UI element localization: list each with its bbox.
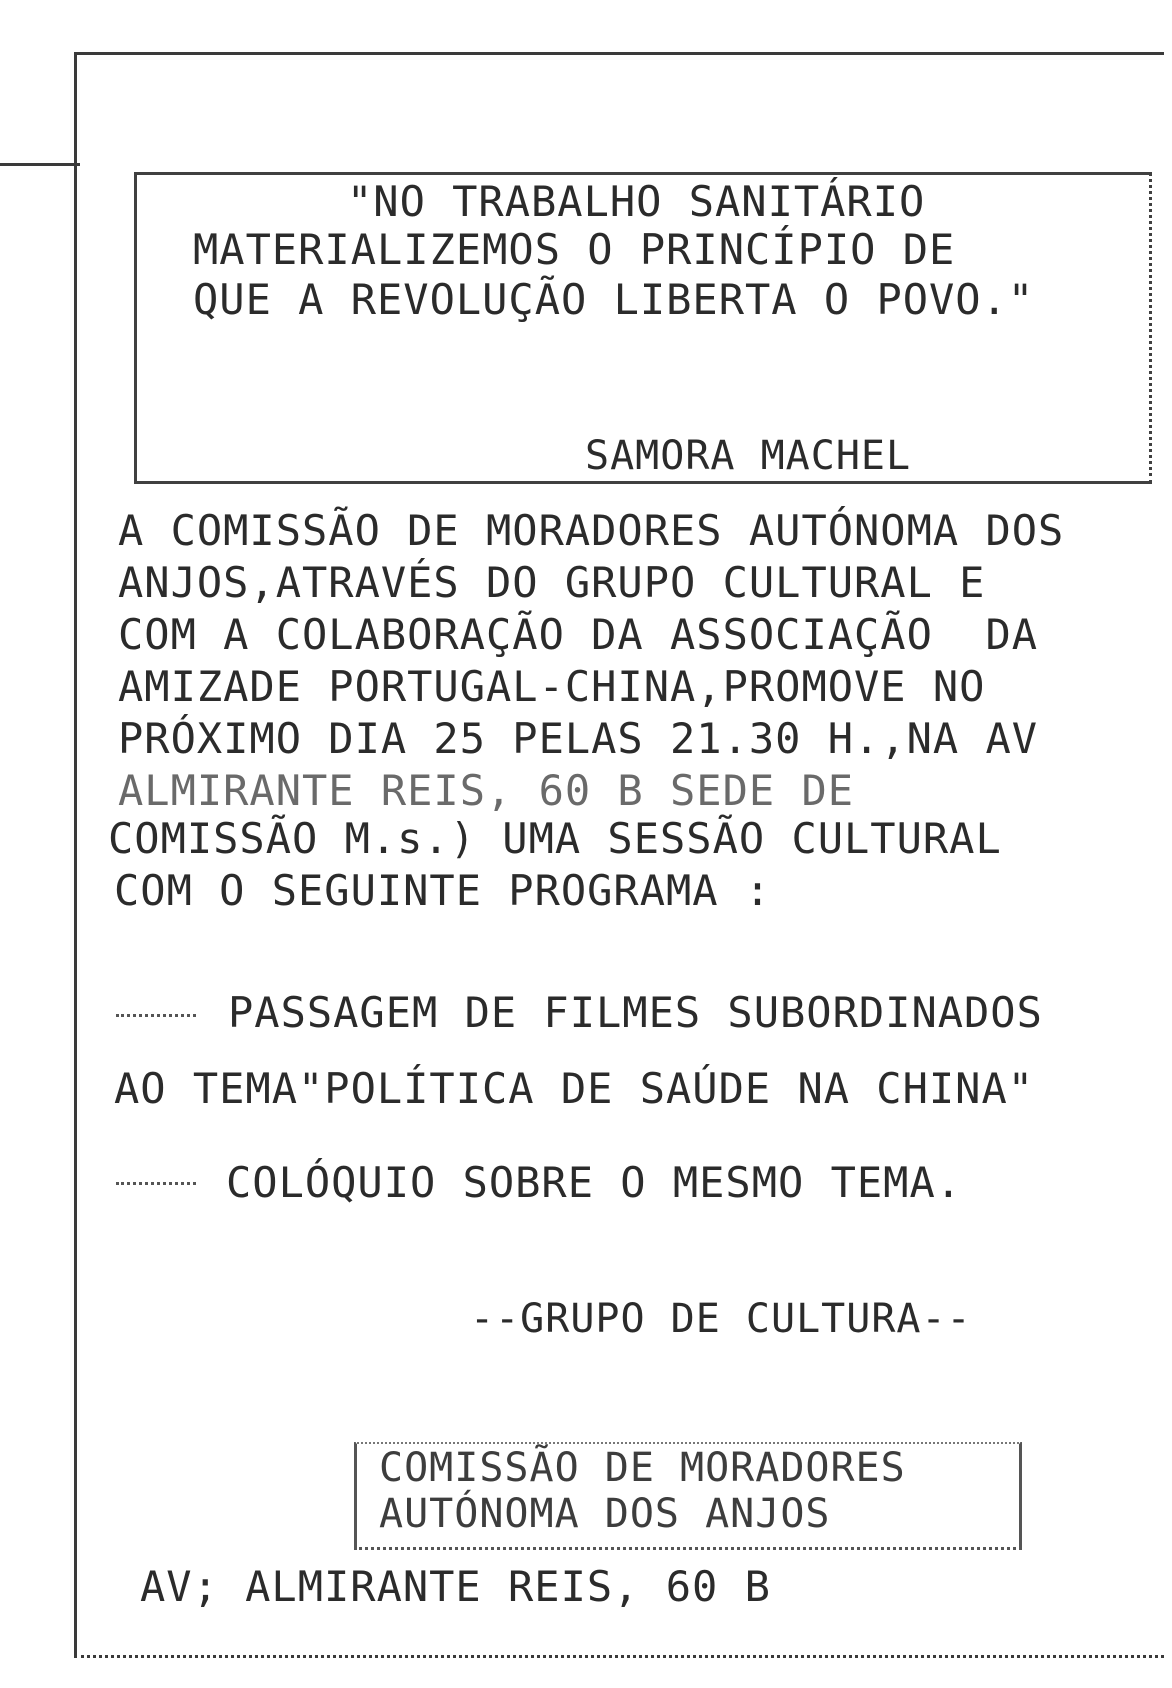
announcement-line-6: ALMIRANTE REIS, 60 B SEDE DE bbox=[118, 766, 855, 815]
quote-author: SAMORA MACHEL bbox=[585, 433, 912, 479]
program-item-1-line-1: PASSAGEM DE FILMES SUBORDINADOS bbox=[228, 988, 1043, 1037]
program-item-2: COLÓQUIO SOBRE O MESMO TEMA. bbox=[226, 1158, 963, 1207]
stamp-line-1: COMISSÃO DE MORADORES bbox=[379, 1445, 906, 1491]
announcement-line-2: ANJOS,ATRAVÉS DO GRUPO CULTURAL E bbox=[118, 558, 986, 607]
announcement-line-3: COM A COLABORAÇÃO DA ASSOCIAÇÃO DA bbox=[118, 610, 1039, 659]
quote-line-1: "NO TRABALHO SANITÁRIO bbox=[347, 177, 926, 226]
announcement-line-8: COM O SEGUINTE PROGRAMA : bbox=[114, 866, 772, 915]
address: AV; ALMIRANTE REIS, 60 B bbox=[140, 1562, 771, 1611]
quote-line-3: QUE A REVOLUÇÃO LIBERTA O POVO." bbox=[193, 275, 1035, 324]
stamp bbox=[354, 1442, 1022, 1550]
announcement-line-1: A COMISSÃO DE MORADORES AUTÓNOMA DOS bbox=[118, 506, 1065, 555]
quote-line-2: MATERIALIZEMOS O PRINCÍPIO DE bbox=[193, 225, 956, 274]
quote-box bbox=[134, 172, 1152, 484]
program-dash-1 bbox=[116, 1014, 196, 1021]
stamp-line-2: AUTÓNOMA DOS ANJOS bbox=[379, 1491, 831, 1537]
announcement-line-4: AMIZADE PORTUGAL-CHINA,PROMOVE NO bbox=[118, 662, 986, 711]
announcement-line-7: COMISSÃO M.s.) UMA SESSÃO CULTURAL bbox=[108, 814, 1002, 863]
margin-stroke bbox=[0, 163, 80, 166]
signature-grupo-de-cultura: --GRUPO DE CULTURA-- bbox=[470, 1296, 972, 1342]
program-dash-2 bbox=[116, 1182, 196, 1189]
program-item-1-line-2: AO TEMA"POLÍTICA DE SAÚDE NA CHINA" bbox=[114, 1064, 1035, 1113]
announcement-line-5: PRÓXIMO DIA 25 PELAS 21.30 H.,NA AV bbox=[118, 714, 1039, 763]
